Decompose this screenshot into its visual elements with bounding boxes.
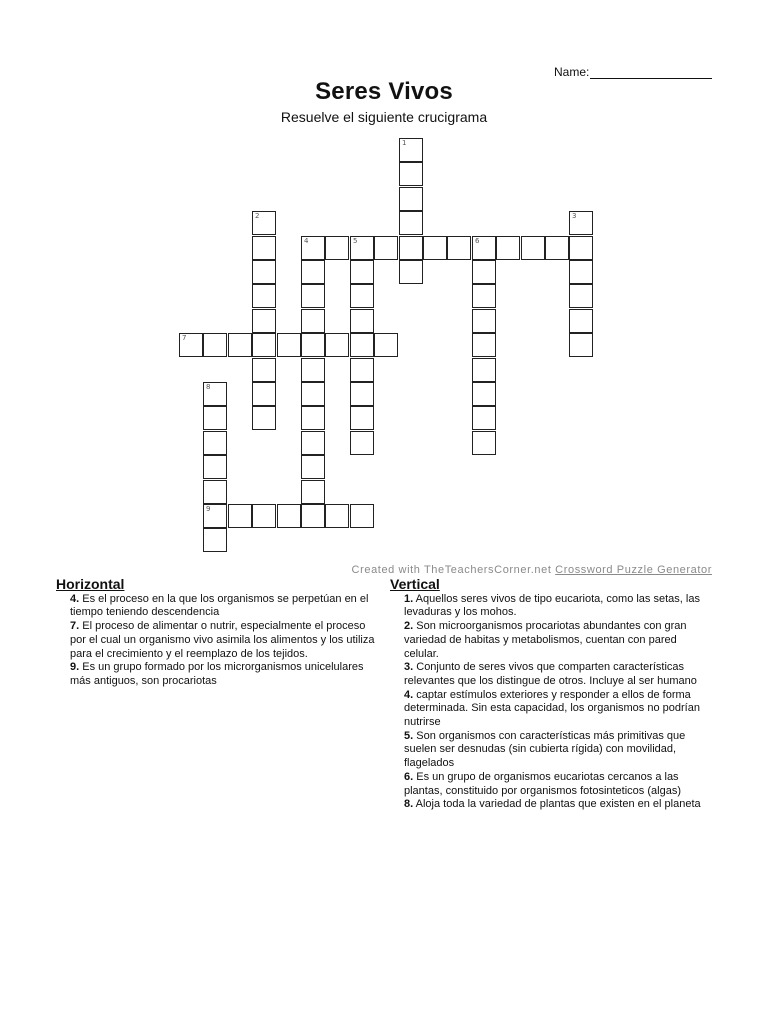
clue-text: Es un grupo de organismos eucariotas cercanos a las plantas, constituido por organismos fotosinteticos (algas) xyxy=(404,770,681,797)
crossword-cell[interactable] xyxy=(179,333,203,357)
clue-number-label: 7. xyxy=(70,620,80,633)
crossword-cell[interactable] xyxy=(472,431,496,455)
crossword-cell[interactable] xyxy=(252,309,276,333)
crossword-cell[interactable] xyxy=(472,284,496,308)
crossword-cell[interactable] xyxy=(252,358,276,382)
crossword-cell[interactable] xyxy=(399,187,423,211)
page-subtitle: Resuelve el siguiente crucigrama xyxy=(280,109,488,125)
clue-text: Es un grupo formado por los microrganismos unicelulares más antiguos, son procariotas xyxy=(70,661,364,687)
clue-number: 1 xyxy=(402,139,407,147)
name-field xyxy=(554,64,712,79)
horizontal-title: Horizontal xyxy=(56,576,125,592)
vertical-title: Vertical xyxy=(390,576,440,592)
horizontal-clue xyxy=(70,593,378,620)
crossword-cell[interactable] xyxy=(472,382,496,406)
crossword-cell[interactable] xyxy=(472,260,496,284)
clue-number-label: 8. xyxy=(404,798,414,811)
vertical-clue xyxy=(404,620,710,661)
horizontal-clue xyxy=(70,620,378,661)
crossword-cell[interactable] xyxy=(472,236,496,260)
crossword-cell[interactable] xyxy=(203,382,227,406)
vertical-clue xyxy=(404,593,710,620)
crossword-cell[interactable] xyxy=(203,455,227,479)
clue-number-label: 2. xyxy=(404,620,414,633)
crossword-cell[interactable] xyxy=(350,236,374,260)
crossword-cell[interactable] xyxy=(252,406,276,430)
crossword-cell[interactable] xyxy=(325,504,349,528)
credit-prefix: Created with TheTeachersCorner.net xyxy=(351,564,556,576)
crossword-cell[interactable] xyxy=(252,260,276,284)
clue-text: Es el proceso en la que los organismos se perpetúan en el tiempo teniendo descendencia xyxy=(70,592,369,619)
crossword-cell[interactable] xyxy=(399,138,423,162)
clue-text: Aquellos seres vivos de tipo eucariota, como las setas, las levaduras y los mohos. xyxy=(404,592,700,619)
horizontal-clue-list xyxy=(70,593,378,689)
crossword-cell[interactable] xyxy=(301,236,325,260)
crossword-cell[interactable] xyxy=(301,480,325,504)
crossword-cell[interactable] xyxy=(228,504,252,528)
crossword-cell[interactable] xyxy=(472,406,496,430)
crossword-cell[interactable] xyxy=(252,211,276,235)
vertical-clue-list xyxy=(404,593,710,812)
clue-number: 5 xyxy=(353,237,358,245)
crossword-cell[interactable] xyxy=(521,236,545,260)
clue-number: 4 xyxy=(304,237,309,245)
crossword-cell[interactable] xyxy=(301,309,325,333)
crossword-cell[interactable] xyxy=(203,528,227,552)
crossword-cell[interactable] xyxy=(350,333,374,357)
crossword-cell[interactable] xyxy=(350,504,374,528)
crossword-cell[interactable] xyxy=(447,236,471,260)
crossword-cell[interactable] xyxy=(350,284,374,308)
crossword-cell[interactable] xyxy=(569,236,593,260)
crossword-cell[interactable] xyxy=(301,406,325,430)
crossword-cell[interactable] xyxy=(350,431,374,455)
crossword-cell[interactable] xyxy=(350,260,374,284)
crossword-cell[interactable] xyxy=(472,309,496,333)
credit-line xyxy=(352,564,712,576)
clue-number: 9 xyxy=(206,505,211,513)
vertical-clue xyxy=(404,798,710,812)
clue-text: El proceso de alimentar o nutrir, especialmente el proceso por el cual un organismo vivo asimila los alimentos y los utiliza para el crecimiento y el reemplazo de los tejidos. xyxy=(70,620,375,660)
crossword-cell[interactable] xyxy=(496,236,520,260)
crossword-cell[interactable] xyxy=(399,236,423,260)
crossword-cell[interactable] xyxy=(325,236,349,260)
clue-number-label: 3. xyxy=(404,661,414,674)
clue-number: 7 xyxy=(182,334,187,342)
credit-link[interactable]: Crossword Puzzle Generator xyxy=(555,564,712,576)
page-title: Seres Vivos xyxy=(315,78,453,105)
crossword-cell[interactable] xyxy=(325,333,349,357)
clue-text: Son organismos con características más primitivas que suelen ser desnudas (sin cubierta rígida) con movilidad, flagelados xyxy=(404,729,686,770)
vertical-clue xyxy=(404,661,710,688)
crossword-cell[interactable] xyxy=(569,309,593,333)
crossword-cell[interactable] xyxy=(472,333,496,357)
clue-number: 8 xyxy=(206,383,211,391)
clue-text: captar estímulos exteriores y responder a ellos de forma determinada. Sin esta capacidad, los organismos no podrían nutrirse xyxy=(404,688,700,729)
crossword-cell[interactable] xyxy=(203,406,227,430)
horizontal-clue xyxy=(70,661,378,688)
crossword-cell[interactable] xyxy=(203,431,227,455)
clue-number-label: 1. xyxy=(404,592,414,605)
crossword-cell[interactable] xyxy=(350,358,374,382)
crossword-cell[interactable] xyxy=(569,284,593,308)
vertical-clue xyxy=(404,689,710,730)
crossword-cell[interactable] xyxy=(569,333,593,357)
crossword-cell[interactable] xyxy=(399,211,423,235)
crossword-cell[interactable] xyxy=(301,284,325,308)
crossword-cell[interactable] xyxy=(472,358,496,382)
crossword-cell[interactable] xyxy=(423,236,447,260)
crossword-cell[interactable] xyxy=(301,455,325,479)
crossword-cell[interactable] xyxy=(350,406,374,430)
crossword-cell[interactable] xyxy=(277,504,301,528)
crossword-cell[interactable] xyxy=(301,382,325,406)
clue-text: Aloja toda la variedad de plantas que existen en el planeta xyxy=(413,798,701,811)
clue-text: Son microorganismos procariotas abundantes con gran variedad de habitas y metabolismos, cuentan con pared celular. xyxy=(404,620,687,660)
crossword-cell[interactable] xyxy=(399,162,423,186)
horizontal-clues xyxy=(56,578,378,689)
crossword-cell[interactable] xyxy=(569,211,593,235)
crossword-cell[interactable] xyxy=(301,431,325,455)
crossword-cell[interactable] xyxy=(350,382,374,406)
crossword-cell[interactable] xyxy=(203,504,227,528)
crossword-cell[interactable] xyxy=(203,480,227,504)
clue-number: 3 xyxy=(572,212,577,220)
clue-number-label: 5. xyxy=(404,729,414,742)
crossword-cell[interactable] xyxy=(252,236,276,260)
crossword-cell[interactable] xyxy=(228,333,252,357)
crossword-cell[interactable] xyxy=(399,260,423,284)
clue-number-label: 4. xyxy=(404,688,414,701)
crossword-cell[interactable] xyxy=(374,236,398,260)
clue-number: 2 xyxy=(255,212,260,220)
crossword-cell[interactable] xyxy=(252,284,276,308)
vertical-clue xyxy=(404,771,710,798)
crossword-cell[interactable] xyxy=(301,333,325,357)
clue-number-label: 6. xyxy=(404,770,414,783)
clue-number-label: 4. xyxy=(70,592,80,605)
crossword-cell[interactable] xyxy=(545,236,569,260)
crossword-cell[interactable] xyxy=(569,260,593,284)
crossword-cell[interactable] xyxy=(301,504,325,528)
name-line xyxy=(590,64,712,79)
crossword-cell[interactable] xyxy=(203,333,227,357)
crossword-cell[interactable] xyxy=(252,333,276,357)
crossword-cell[interactable] xyxy=(350,309,374,333)
vertical-clues xyxy=(390,578,710,812)
crossword-cell[interactable] xyxy=(301,358,325,382)
clue-number-label: 9. xyxy=(70,661,80,674)
clue-text: Conjunto de seres vivos que comparten características relevantes que los distingue de otros. Incluye al ser humano xyxy=(404,661,697,687)
crossword-cell[interactable] xyxy=(252,382,276,406)
vertical-clue xyxy=(404,730,710,771)
clue-number: 6 xyxy=(475,237,480,245)
crossword-cell[interactable] xyxy=(252,504,276,528)
name-label: Name: xyxy=(554,65,590,79)
crossword-cell[interactable] xyxy=(277,333,301,357)
crossword-cell[interactable] xyxy=(301,260,325,284)
crossword-cell[interactable] xyxy=(374,333,398,357)
